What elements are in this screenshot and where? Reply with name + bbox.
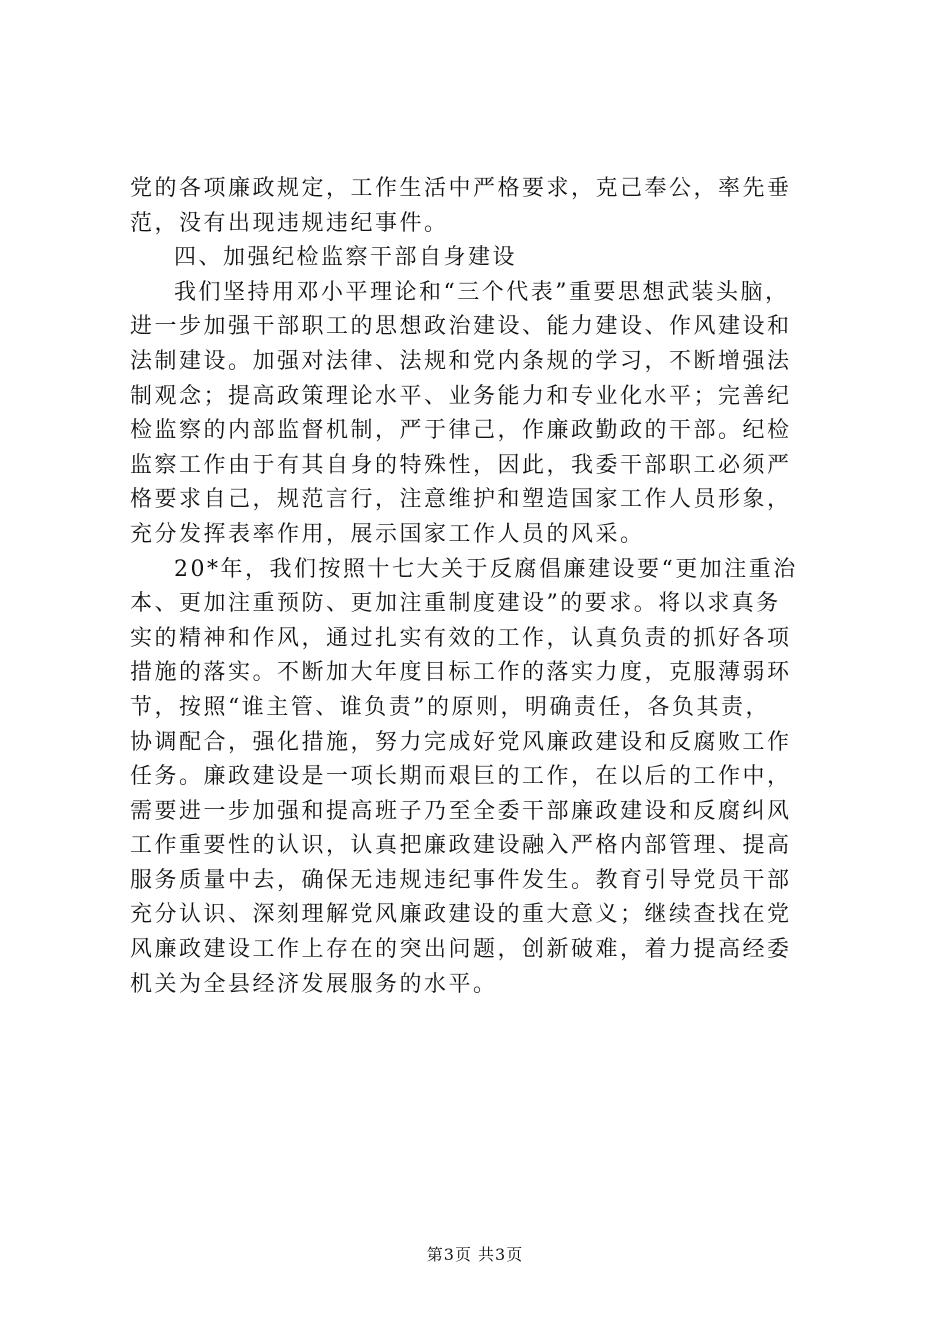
text-line: 进一步加强干部职工的思想政治建设、能力建设、作风建设和 — [130, 314, 792, 340]
text-line: 范，没有出现违规违纪事件。 — [130, 210, 449, 236]
text-line: 20*年，我们按照十七大关于反腐倡廉建设要“更加注重治 — [174, 556, 798, 582]
text-line: 我们坚持用邓小平理论和“三个代表”重要思想武装头脑， — [174, 279, 790, 305]
section-heading: 四、加强纪检监察干部自身建设 — [174, 245, 518, 271]
page-footer: 第3页 共3页 — [426, 1245, 524, 1264]
document-body — [130, 172, 830, 1002]
text-line: 措施的落实。不断加大年度目标工作的落实力度，克服薄弱环 — [130, 660, 792, 686]
text-line: 机关为全县经济发展服务的水平。 — [130, 971, 498, 997]
text-line: 需要进一步加强和提高班子乃至全委干部廉政建设和反腐纠风 — [130, 798, 792, 824]
text-line: 实的精神和作风，通过扎实有效的工作，认真负责的抓好各项 — [130, 625, 792, 651]
text-line: 充分认识、深刻理解党风廉政建设的重大意义；继续查找在党 — [130, 902, 792, 928]
text-line: 党的各项廉政规定，工作生活中严格要求，克己奉公，率先垂 — [130, 176, 792, 201]
text-line: 格要求自己，规范言行，注意维护和塑造国家工作人员形象， — [130, 487, 792, 513]
text-line: 服务质量中去，确保无违规违纪事件发生。教育引导党员干部 — [130, 867, 792, 893]
text-line: 法制建设。加强对法律、法规和党内条规的学习，不断增强法 — [130, 348, 792, 374]
text-line: 检监察的内部监督机制，严于律己，作廉政勤政的干部。纪检 — [130, 418, 792, 444]
text-line: 节，按照“谁主管、谁负责”的原则，明确责任，各负其责， — [130, 694, 770, 720]
text-line: 工作重要性的认识，认真把廉政建设融入严格内部管理、提高 — [130, 833, 792, 859]
text-line: 制观念；提高政策理论水平、业务能力和专业化水平；完善纪 — [130, 383, 792, 409]
text-line: 充分发挥表率作用，展示国家工作人员的风采。 — [130, 521, 645, 547]
text-line: 协调配合，强化措施，努力完成好党风廉政建设和反腐败工作 — [130, 729, 792, 755]
text-line: 本、更加注重预防、更加注重制度建设”的要求。将以求真务 — [130, 591, 781, 617]
text-line: 监察工作由于有其自身的特殊性，因此，我委干部职工必须严 — [130, 452, 792, 478]
text-line: 风廉政建设工作上存在的突出问题，创新破难，着力提高经委 — [130, 937, 792, 963]
text-line: 任务。廉政建设是一项长期而艰巨的工作，在以后的工作中， — [130, 764, 792, 790]
